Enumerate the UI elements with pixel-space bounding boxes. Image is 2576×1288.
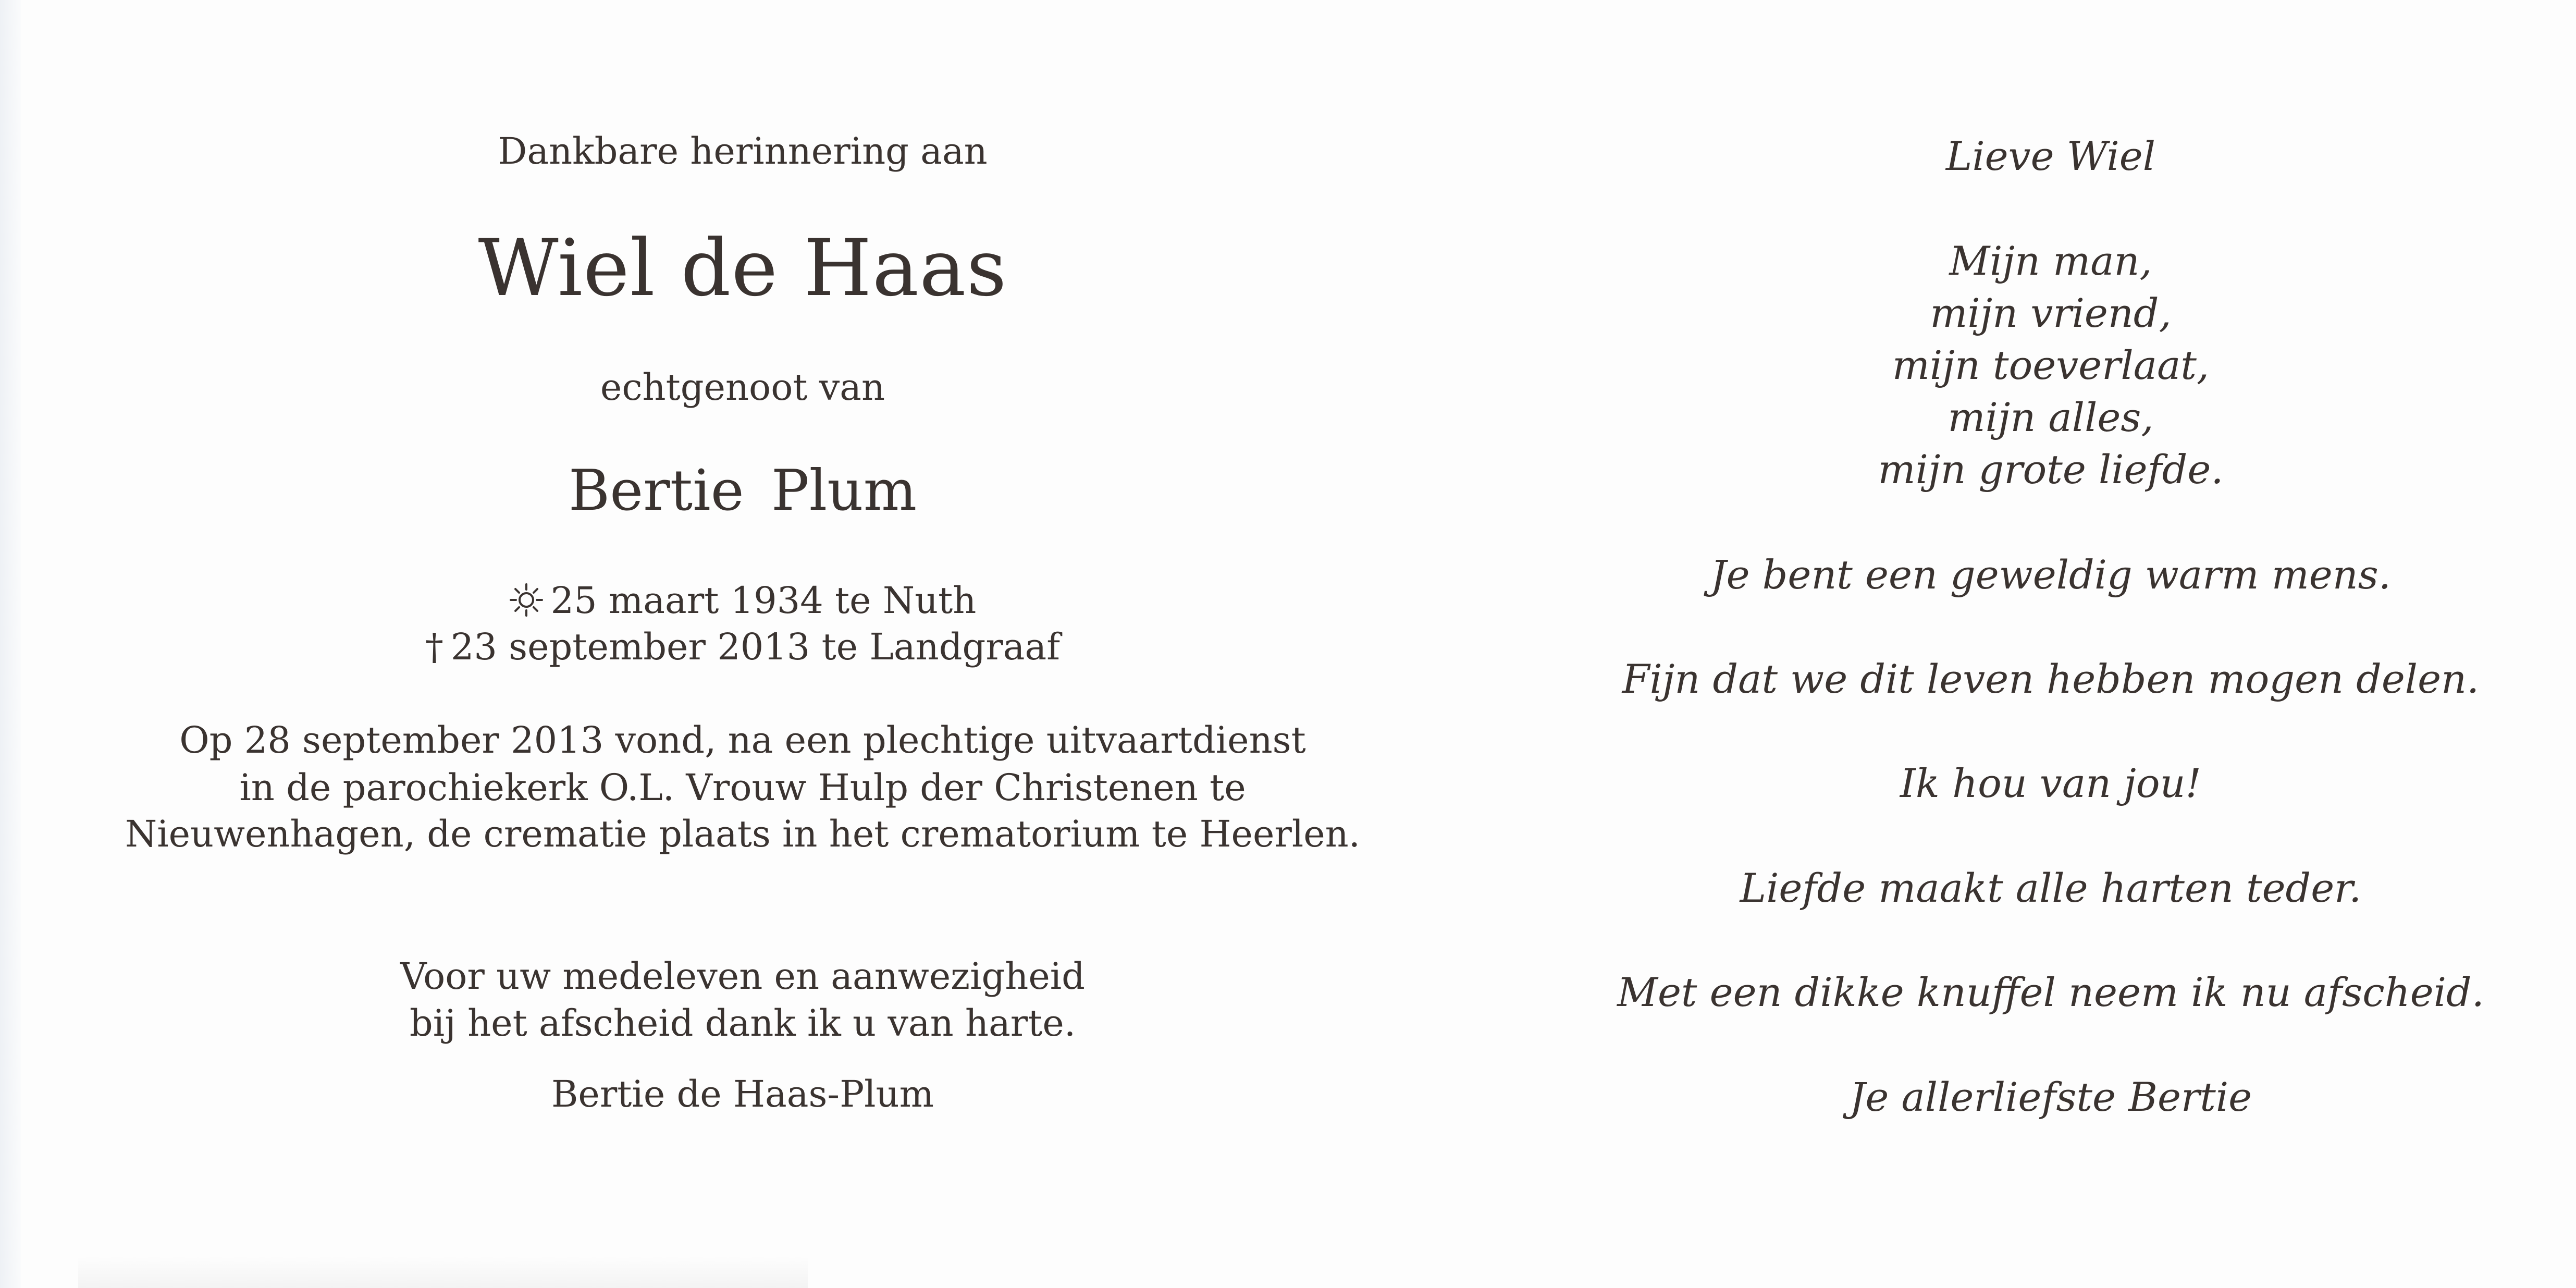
- death-text: 23 september 2013 te Landgraaf: [450, 625, 1061, 668]
- birth-text: 25 maart 1934 te Nuth: [550, 579, 977, 622]
- dagger-icon: †: [425, 625, 443, 668]
- poem-line: mijn toeverlaat,: [1892, 342, 2210, 388]
- signature-text: Bertie de Haas-Plum: [551, 1073, 934, 1115]
- poem-line: mijn grote liefde.: [1878, 446, 2224, 493]
- sun-icon: [509, 583, 544, 617]
- left-panel: [83, 0, 1402, 1288]
- deceased-name: Wiel de Haas: [478, 223, 1007, 314]
- thanks-line: bij het afscheid dank ik u van harte.: [409, 1002, 1076, 1045]
- poem-line: Je bent een geweldig warm mens.: [1710, 551, 2391, 598]
- poem-line: Mijn man,: [1949, 238, 2152, 284]
- poem-salutation: Lieve Wiel: [1945, 133, 2156, 179]
- poem-signature: Je allerliefste Bertie: [1849, 1074, 2252, 1120]
- scan-edge-left: [0, 0, 21, 1288]
- intro-text: Dankbare herinnering aan: [498, 130, 988, 173]
- poem-line: mijn alles,: [1948, 394, 2154, 440]
- poem-line: Liefde maakt alle harten teder.: [1740, 865, 2362, 911]
- poem-line: mijn vriend,: [1930, 290, 2172, 336]
- paragraph-line: Nieuwenhagen, de crematie plaats in het crematorium te Heerlen.: [125, 813, 1361, 855]
- poem-line: Fijn dat we dit leven hebben mogen delen.: [1622, 656, 2480, 702]
- spouse-of-text: echtgenoot van: [600, 366, 885, 409]
- spouse-name: Bertie Plum: [568, 458, 917, 523]
- poem-line: Met een dikke knuffel neem ik nu afscheid.: [1617, 969, 2484, 1015]
- death-line: [83, 625, 1402, 668]
- right-panel: [1537, 0, 2564, 1288]
- paragraph-line: Op 28 september 2013 vond, na een plechtige uitvaartdienst: [179, 719, 1306, 762]
- thanks-line: Voor uw medeleven en aanwezigheid: [400, 955, 1085, 998]
- poem-line: Ik hou van jou!: [1900, 760, 2202, 806]
- paragraph-line: in de parochiekerk O.L. Vrouw Hulp der Christenen te: [239, 766, 1246, 809]
- birth-line: [83, 579, 1402, 622]
